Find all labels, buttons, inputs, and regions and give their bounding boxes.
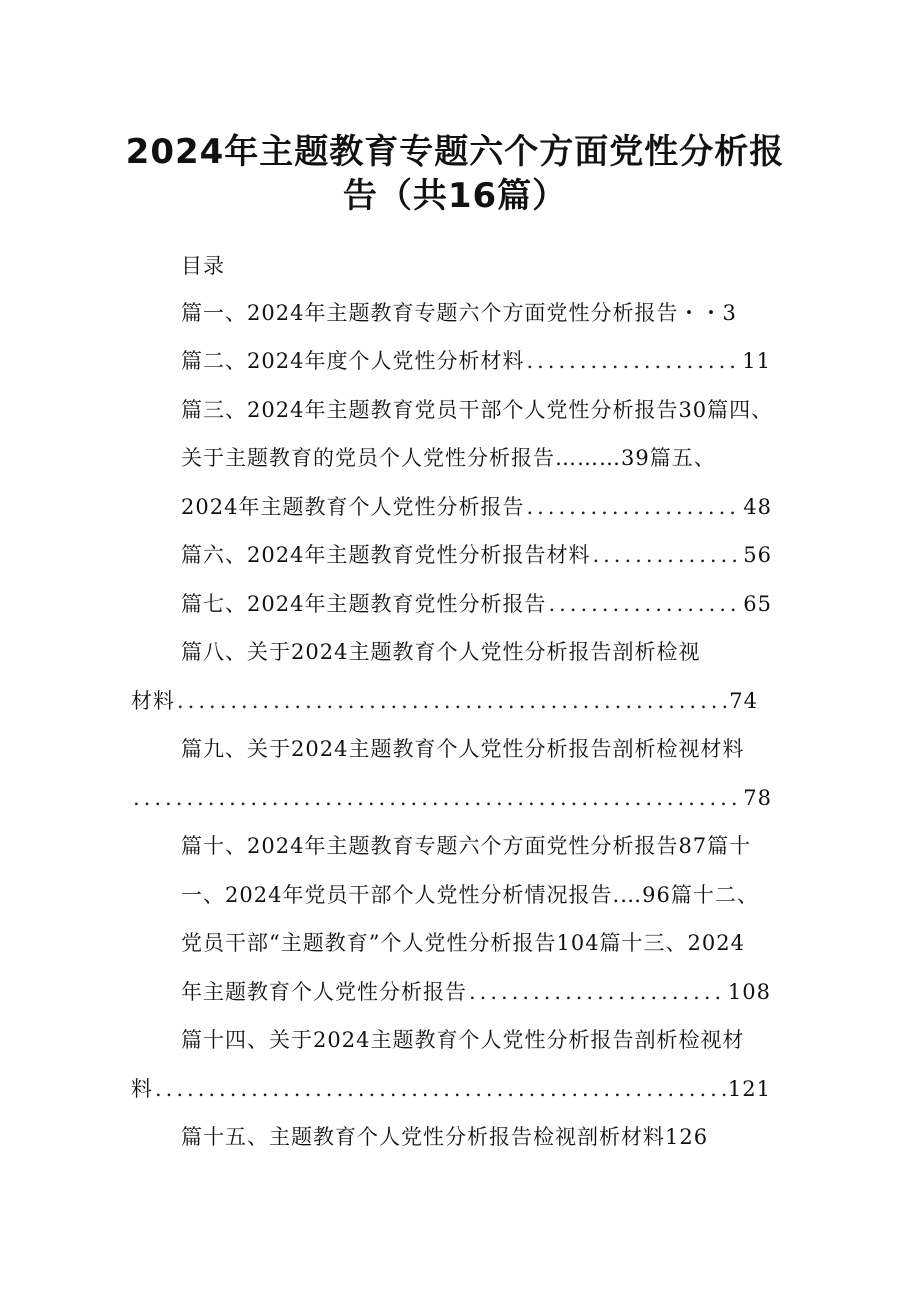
toc-entry-14-cont[interactable] [131, 1074, 771, 1104]
toc-entry-text: 料 [131, 1077, 153, 1101]
toc-page-number: 108 [727, 980, 771, 1004]
toc-entry-7[interactable] [181, 589, 772, 619]
toc-entry-4[interactable]: 关于主题教育的党员个人党性分析报告………39篇五、 [181, 446, 716, 470]
toc-entry-2[interactable] [181, 346, 771, 376]
toc-entry-text: 年主题教育个人党性分析报告 [181, 980, 467, 1004]
toc-entry-8[interactable]: 篇八、关于2024主题教育个人党性分析报告剖析检视 [181, 640, 701, 664]
toc-entry-text: 2024年主题教育个人党性分析报告 [181, 495, 525, 519]
leader-dots [133, 783, 741, 813]
leader-dots [592, 540, 741, 570]
toc-entry-5[interactable] [181, 492, 772, 522]
leader-dots [177, 686, 727, 716]
toc-entry-text: 篇七、2024年主题教育党性分析报告 [181, 592, 547, 616]
toc-entry-15[interactable]: 篇十五、主题教育个人党性分析报告检视剖析材料126 [181, 1125, 709, 1149]
leader-dots [469, 977, 726, 1007]
leader-dots [548, 589, 741, 619]
toc-page-number: 78 [743, 786, 772, 810]
toc-entry-6[interactable] [181, 540, 772, 570]
toc-entry-text: 篇六、2024年主题教育党性分析报告材料 [181, 543, 591, 567]
toc-page-number: 65 [743, 592, 772, 616]
toc-page-number: 121 [727, 1077, 771, 1101]
toc-entry-12[interactable]: 党员干部“主题教育”个人党性分析报告104篇十三、2024 [181, 931, 745, 955]
document-title-line-2: 告（共16篇） [342, 176, 568, 216]
toc-page-number: 74 [729, 689, 758, 713]
toc-entry-8-cont[interactable] [131, 686, 758, 716]
leader-dots [526, 492, 741, 522]
toc-entry-1[interactable]: 篇一、2024年主题教育专题六个方面党性分析报告・・3 [181, 301, 737, 325]
toc-page-number: 56 [743, 543, 772, 567]
toc-entry-10[interactable]: 篇十、2024年主题教育专题六个方面党性分析报告87篇十 [181, 834, 752, 858]
toc-heading: 目录 [181, 254, 225, 278]
toc-page-number: 11 [742, 349, 771, 373]
toc-entry-13[interactable] [181, 977, 771, 1007]
toc-entry-11[interactable]: 一、2024年党员干部个人党性分析情况报告.…96篇十二、 [181, 883, 759, 907]
document-title-line-1: 2024年主题教育专题六个方面党性分析报 [125, 132, 785, 172]
toc-entry-text: 材料 [131, 689, 175, 713]
toc-entry-text: 篇二、2024年度个人党性分析材料 [181, 349, 525, 373]
toc-entry-9[interactable]: 篇九、关于2024主题教育个人党性分析报告剖析检视材料 [181, 737, 745, 761]
leader-dots [526, 346, 740, 376]
toc-entry-14[interactable]: 篇十四、关于2024主题教育个人党性分析报告剖析检视材 [181, 1028, 745, 1052]
toc-entry-3[interactable]: 篇三、2024年主题教育党员干部个人党性分析报告30篇四、 [181, 398, 774, 422]
toc-page-number: 48 [743, 495, 772, 519]
leader-dots [155, 1074, 726, 1104]
toc-entry-9-cont[interactable] [131, 783, 772, 813]
